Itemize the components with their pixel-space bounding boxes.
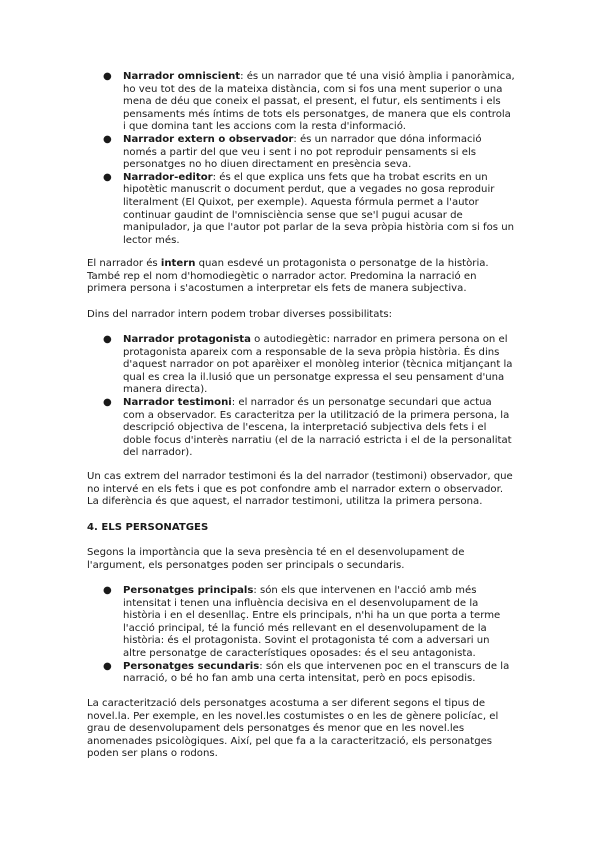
section-heading: 4. ELS PERSONATGES <box>87 522 209 533</box>
narrator-types-list <box>103 71 515 247</box>
list-text: : és un narrador que dóna informació només a partir del que veu i sent i no pot reproduir pensaments si els personatges no ho diuen directament en presència seva. <box>123 133 482 171</box>
list-term: Personatges secundaris <box>123 660 260 672</box>
bullet-icon: ● <box>103 585 112 596</box>
paragraph: Segons la importància que la seva presència té en el desenvolupament de l'argument, els personatges poden ser principals o secundaris. <box>87 547 465 571</box>
bold-term: intern <box>160 258 196 269</box>
list-term: Narrador protagonista <box>123 334 251 345</box>
list-text: : és un narrador que té una visió àmplia i panoràmica, ho veu tot des de la mateixa distància, com si fos una ment superior o una mena de déu que coneix el passat, el present, el futur, els sentiments i els pensaments més íntims de tots els personatges, de manera que els controla i que domina tant les accions com la resta d'informació. <box>123 71 515 133</box>
list-item <box>103 134 515 172</box>
list-text: : són els que intervenen en l'acció amb més intensitat i tenen una influència decisiva en el desenvolupament de la història i en el desenllaç. Entre els principals, n'hi ha un que porta a terme l'acció principal, té la funció més rellevant en el desenvolupament de la història: és el protagonista. Sovint el protagonista té com a adversari un altre personatge de característiques oposades: és el seu antagonista. <box>123 585 501 659</box>
list-text: : són els que intervenen poc en el transcurs de la narració, o bé ho fan amb una certa intensitat, però en pocs episodis. <box>123 660 510 685</box>
list-item <box>103 172 515 248</box>
paragraph: El narrador és intern quan esdevé un protagonista o personatge de la història. També rep el nom d'homodiegètic o narrador actor. Predomina la narració en primera persona i s'acostumen a interpretar els fets de manera subjectiva. <box>87 258 489 295</box>
list-text: : és el que explica uns fets que ha trobat escrits en un hipotètic manuscrit o document perdut, que a vegades no gosa reproduir literalment (El Quixot, per exemple). Aquesta fórmula permet a l'autor continuar gaudint de l'omnisciència sense que se'l pugui acusar de manipulador, ja que l'autor pot parlar de la seva pròpia història com si fos un lector més. <box>123 171 515 246</box>
internal-narrator-list <box>103 334 515 460</box>
bullet-icon: ● <box>103 133 112 145</box>
paragraph: Un cas extrem del narrador testimoni és la del narrador (testimoni) observador, que no intervé en els fets i que es pot confondre amb el narrador extern o observador. La diferència és que aquest, el narrador testimoni, utilitza la primera persona. <box>87 471 513 508</box>
list-item <box>103 585 515 661</box>
bullet-icon: ● <box>103 171 112 183</box>
bullet-icon: ● <box>103 71 112 82</box>
bullet-icon: ● <box>103 334 112 345</box>
list-text: : el narrador és un personatge secundari que actua com a observador. Es caracteritza per la utilització de la primera persona, la descripció objectiva de l'escena, la interpretació subjectiva dels fets i el doble focus d'interès narratiu (el de la narració estricta i el de la personalitat del narrador). <box>123 396 512 459</box>
paragraph: La caracterització dels personatges acostuma a ser diferent segons el tipus de novel.la. Per exemple, en les novel.les costumistes o en les de gènere policíac, el grau de desenvolupament dels personatges és menor que en les novel.les anomenades psicològiques. Així, pel que fa a la caracterització, els personatges poden ser plans o rodons. <box>87 698 499 760</box>
paragraph: Dins del narrador intern podem trobar diverses possibilitats: <box>87 309 393 320</box>
list-item <box>103 397 515 460</box>
list-term: Narrador extern o observador <box>123 133 294 145</box>
list-item <box>103 71 515 134</box>
list-item <box>103 334 515 397</box>
bullet-icon: ● <box>103 396 112 408</box>
bullet-icon: ● <box>103 660 112 672</box>
list-text: o autodiegètic: narrador en primera persona on el protagonista apareix com a responsable de la seva pròpia història. És dins d'aquest narrador on pot aparèixer el monòleg interior (tècnica mitjançant la qual es crea la il.lusió que un personatge expressa el seu pensament d'una manera directa). <box>123 334 513 396</box>
list-term: Narrador omniscient <box>123 71 241 82</box>
list-term: Narrador testimoni <box>123 396 232 408</box>
characters-list <box>103 585 515 686</box>
list-term: Narrador-editor <box>123 171 213 183</box>
list-term: Personatges principals <box>123 585 254 596</box>
list-item <box>103 661 515 686</box>
